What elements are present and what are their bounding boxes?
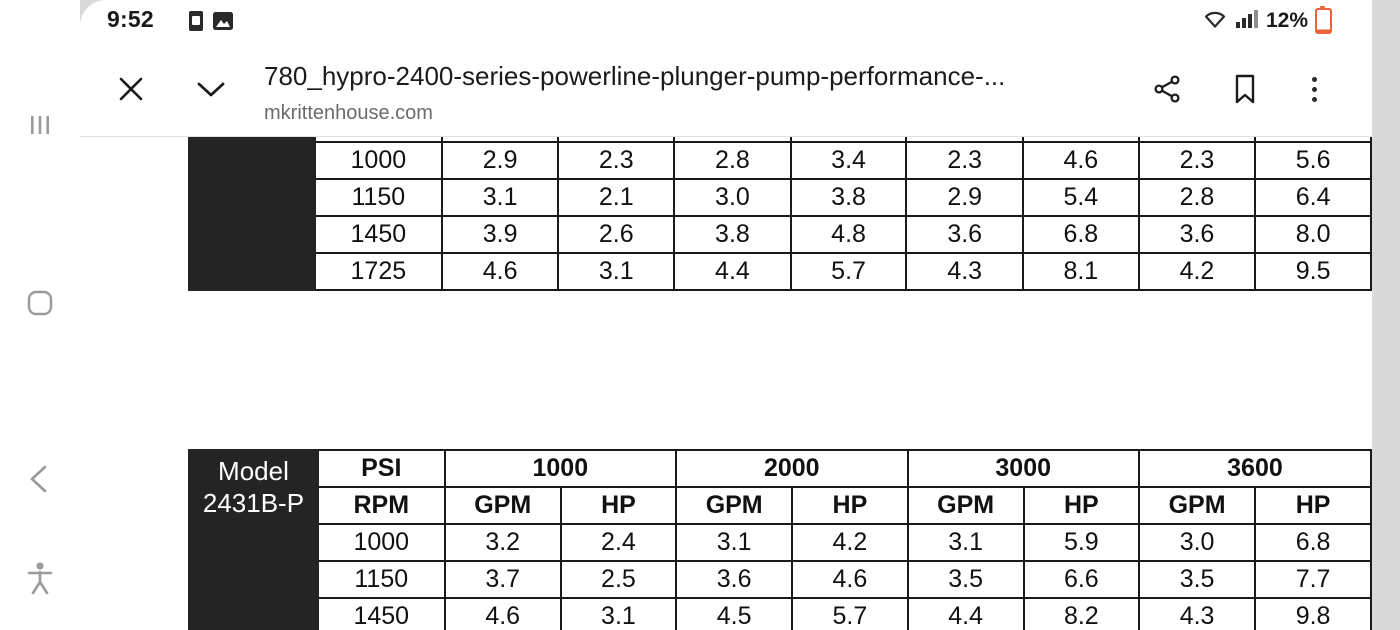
value-header: GPM (445, 487, 561, 524)
pressure-header: 3600 (1139, 450, 1371, 487)
value-cell: 8.2 (1024, 598, 1139, 630)
chevron-down-icon[interactable] (188, 66, 234, 112)
model-cell (189, 137, 315, 290)
value-cell: 4.5 (676, 598, 792, 630)
back-icon[interactable] (0, 462, 80, 496)
value-cell: 4.8 (791, 216, 907, 253)
value-cell: 5.9 (1024, 524, 1139, 561)
value-header: HP (792, 487, 907, 524)
value-cell: 9.8 (1255, 598, 1371, 630)
model-label-line2: 2431B-P (202, 488, 305, 518)
value-cell: 5.7 (792, 598, 907, 630)
rpm-cell: 1150 (315, 179, 442, 216)
value-cell: 4.6 (442, 253, 559, 290)
table-row (189, 253, 1371, 290)
status-left-icons (188, 10, 234, 37)
system-nav-rail (0, 0, 80, 630)
value-cell: 2.8 (674, 142, 791, 179)
pressure-header: 3000 (908, 450, 1139, 487)
value-cell: 3.8 (674, 216, 791, 253)
close-icon[interactable] (108, 66, 154, 112)
value-header: HP (561, 487, 676, 524)
page-content[interactable] (80, 137, 1372, 630)
model-spacer-cell (189, 524, 318, 561)
value-cell: 3.1 (676, 524, 792, 561)
value-header: HP (1024, 487, 1139, 524)
page-title-block[interactable] (264, 56, 1114, 127)
value-cell: 3.0 (674, 179, 791, 216)
table-row (189, 561, 1371, 598)
model-spacer-cell (189, 598, 318, 630)
value-cell: 4.4 (674, 253, 791, 290)
value-cell: 3.6 (676, 561, 792, 598)
rpm-header-label: RPM (318, 487, 445, 524)
bookmark-icon[interactable] (1222, 66, 1268, 112)
performance-table-2 (188, 449, 1372, 630)
page-url: mkrittenhouse.com (264, 102, 433, 124)
value-cell: 2.3 (558, 142, 674, 179)
page-title: 780_hypro-2400-series-powerline-plunger-pump-performance-... (264, 61, 1006, 91)
more-options-icon[interactable] (1294, 66, 1334, 112)
status-bar (80, 0, 1372, 44)
share-icon[interactable] (1144, 66, 1190, 112)
value-cell: 8.1 (1023, 253, 1139, 290)
value-cell: 3.1 (558, 253, 674, 290)
value-cell: 2.8 (1139, 179, 1256, 216)
value-cell: 3.0 (1139, 524, 1255, 561)
value-cell: 4.6 (792, 561, 907, 598)
table-row (189, 216, 1371, 253)
home-icon[interactable] (0, 288, 80, 318)
performance-table-1 (188, 137, 1372, 291)
table-row (189, 598, 1371, 630)
status-time: 9:52 (107, 6, 154, 32)
performance-table-1-wrapper (188, 137, 1372, 395)
accessibility-icon[interactable] (0, 560, 80, 596)
value-cell: 3.1 (442, 179, 559, 216)
pressure-header-label: PSI (318, 450, 445, 487)
value-cell: 4.2 (1139, 253, 1256, 290)
table-row (189, 524, 1371, 561)
value-cell: 3.5 (1139, 561, 1255, 598)
status-right-icons (1202, 8, 1332, 34)
rpm-cell: 1725 (315, 253, 442, 290)
value-cell: 2.1 (558, 179, 674, 216)
value-cell: 5.6 (1255, 142, 1371, 179)
value-cell: 3.9 (442, 216, 559, 253)
value-cell: 4.3 (1139, 598, 1255, 630)
value-header: GPM (1139, 487, 1255, 524)
pressure-header: 1000 (445, 450, 676, 487)
value-cell: 2.9 (906, 179, 1023, 216)
value-cell: 4.6 (445, 598, 561, 630)
rpm-cell: 1000 (315, 142, 442, 179)
value-cell: 2.3 (1139, 142, 1256, 179)
rpm-cell: 1000 (318, 524, 445, 561)
recents-icon[interactable] (0, 112, 80, 138)
sim-card-icon (188, 10, 204, 37)
performance-table-2-wrapper (188, 449, 1372, 630)
model-spacer-cell (189, 561, 318, 598)
value-cell: 3.4 (791, 142, 907, 179)
value-cell: 3.6 (1139, 216, 1256, 253)
table-subheader-row (189, 487, 1371, 524)
value-cell: 5.7 (791, 253, 907, 290)
value-cell: 6.4 (1255, 179, 1371, 216)
value-cell: 3.8 (791, 179, 907, 216)
model-label-line1: Model (218, 455, 289, 486)
signal-icon (1235, 9, 1259, 34)
value-cell: 3.1 (908, 524, 1024, 561)
browser-window (80, 0, 1372, 630)
browser-toolbar (80, 44, 1372, 137)
value-cell: 4.2 (792, 524, 907, 561)
value-cell: 2.4 (561, 524, 676, 561)
wifi-icon (1202, 9, 1228, 34)
value-cell: 4.3 (906, 253, 1023, 290)
value-cell: 8.0 (1255, 216, 1371, 253)
value-header: GPM (908, 487, 1024, 524)
value-cell: 6.8 (1255, 524, 1371, 561)
value-cell: 3.1 (561, 598, 676, 630)
value-cell: 3.7 (445, 561, 561, 598)
value-cell: 4.6 (1023, 142, 1139, 179)
pressure-header: 2000 (676, 450, 907, 487)
table-header-row (189, 450, 1371, 487)
value-cell: 2.5 (561, 561, 676, 598)
rpm-cell: 1450 (318, 598, 445, 630)
value-cell: 2.9 (442, 142, 559, 179)
more-dot (1312, 77, 1317, 82)
battery-percent-label: 12% (1265, 9, 1308, 32)
value-cell: 9.5 (1255, 253, 1371, 290)
table-row (189, 179, 1371, 216)
table-row (189, 142, 1371, 179)
value-cell: 3.6 (906, 216, 1023, 253)
value-cell: 3.2 (445, 524, 561, 561)
value-cell: 7.7 (1255, 561, 1371, 598)
value-cell: 4.4 (908, 598, 1024, 630)
more-dot (1312, 87, 1317, 92)
rpm-cell: 1450 (315, 216, 442, 253)
model-cell (189, 450, 318, 524)
value-cell: 5.4 (1023, 179, 1139, 216)
value-cell: 6.8 (1023, 216, 1139, 253)
value-header: HP (1255, 487, 1371, 524)
value-cell: 2.3 (906, 142, 1023, 179)
value-cell: 6.6 (1024, 561, 1139, 598)
rpm-cell: 1150 (318, 561, 445, 598)
value-cell: 2.6 (558, 216, 674, 253)
more-dot (1312, 97, 1317, 102)
image-icon (212, 10, 234, 37)
value-cell: 3.5 (908, 561, 1024, 598)
battery-icon (1315, 8, 1332, 34)
value-header: GPM (676, 487, 792, 524)
